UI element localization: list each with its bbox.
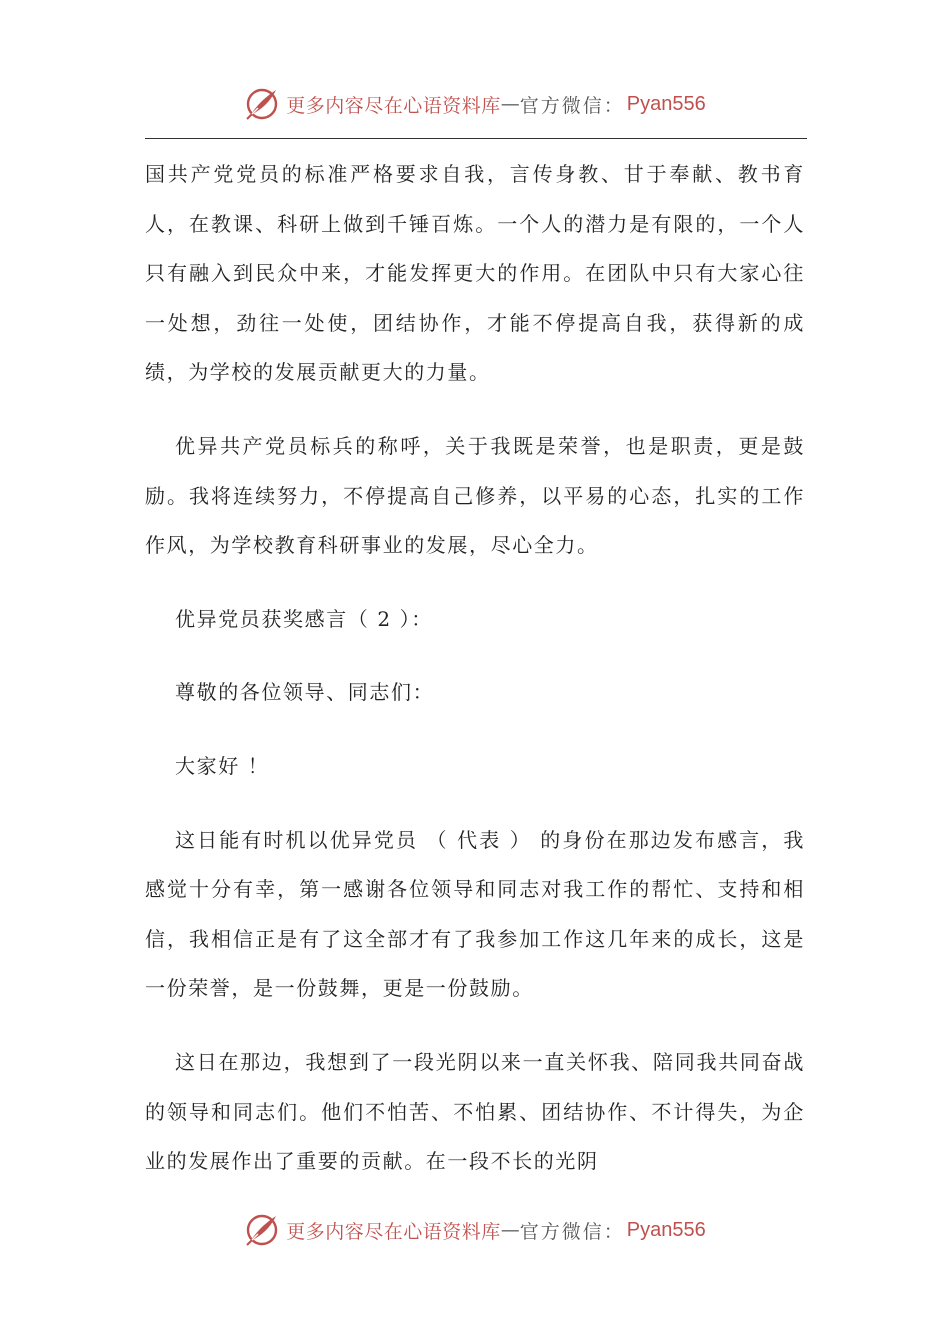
header-rule: [145, 138, 807, 139]
banner-site-name: 更多内容尽在心语资料库: [286, 1220, 501, 1243]
banner-wechat-id: Pyan556: [626, 92, 706, 115]
banner-wechat-id: Pyan556: [626, 1218, 706, 1241]
footer-banner: [0, 1210, 950, 1250]
section-heading: 优异党员获奖感言（ 2 ）：: [175, 606, 433, 631]
banner-official-label: 官方微信：: [519, 1220, 625, 1243]
header-banner: [0, 84, 950, 124]
paragraph-gap: [145, 792, 805, 816]
quill-pen-logo-icon: [244, 86, 280, 122]
salutation: 尊敬的各位领导、同志们：: [175, 680, 435, 705]
paragraph-3: 这日能有时机以优异党员 （ 代表 ） 的身份在那边发布感言，我感觉十分有幸，第一感谢各位领导和同志对我工作的帮忙、支持和相信，我相信正是有了这全部才有了我参加工作这几年来的成长，这是一份荣誉，是一份鼓舞，更是一份鼓励。: [145, 827, 805, 1001]
banner-official-label: 官方微信：: [519, 94, 625, 117]
banner-dash: —: [500, 1219, 520, 1241]
banner-dash: —: [500, 93, 520, 115]
paragraph-gap: [145, 398, 805, 422]
banner-site-name: 更多内容尽在心语资料库: [286, 94, 501, 117]
greeting: 大家好 ！: [175, 753, 270, 778]
quill-pen-logo-icon: [244, 1212, 280, 1248]
paragraph-2: 优异共产党员标兵的称呼，关于我既是荣誉，也是职责，更是鼓励。我将连续努力，不停提高自己修养，以平易的心态，扎实的工作作风，为学校教育科研事业的发展，尽心全力。: [145, 433, 805, 558]
paragraph-gap: [145, 718, 805, 742]
paragraph-gap: [145, 571, 805, 595]
paragraph-gap: [145, 644, 805, 668]
document-body: [145, 150, 805, 1187]
paragraph-4: 这日在那边，我想到了一段光阴以来一直关怀我、陪同我共同奋战的领导和同志们。他们不怕苦、不怕累、团结协作、不计得失，为企业的发展作出了重要的贡献。在一段不长的光阴: [145, 1049, 805, 1174]
paragraph-gap: [145, 1014, 805, 1038]
paragraph-1: 国共产党党员的标准严格要求自我，言传身教、甘于奉献、教书育人，在教课、科研上做到千锤百炼。一个人的潜力是有限的，一个人只有融入到民众中来，才能发挥更大的作用。在团队中只有大家心往一处想，劲往一处使，团结协作，才能不停提高自我，获得新的成绩，为学校的发展贡献更大的力量。: [145, 162, 805, 385]
